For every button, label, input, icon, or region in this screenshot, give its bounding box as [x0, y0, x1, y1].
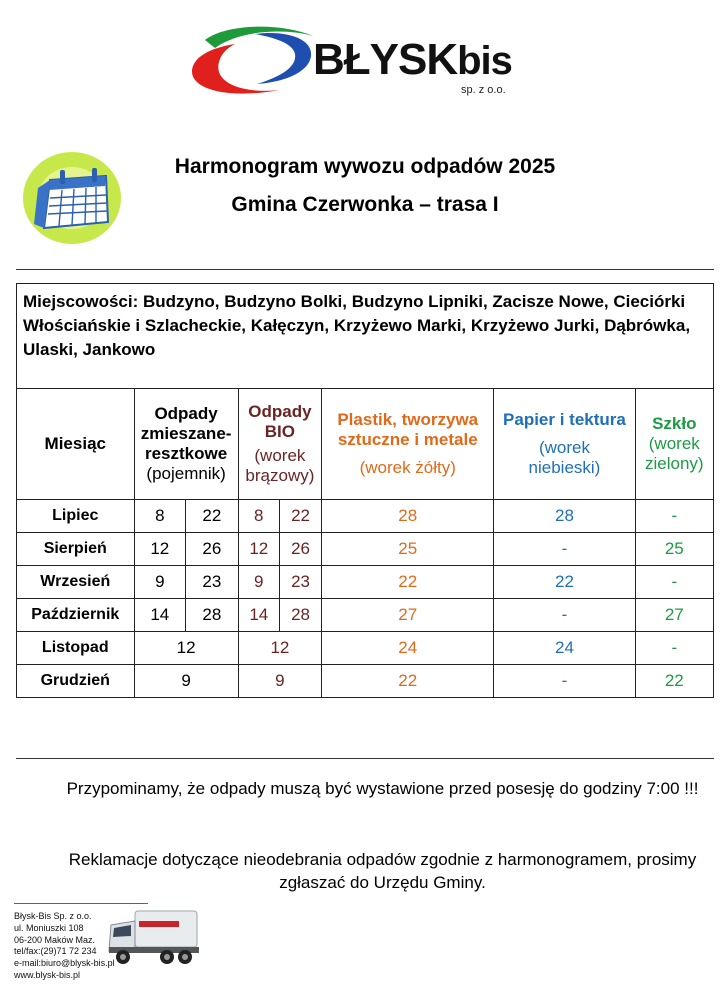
localities-list: Miejscowości: Budzyno, Budzyno Bolki, Budzyno Lipniki, Zacisze Nowe, Cieciórki Włościańskie i Szlacheckie, Kałęczyn, Krzyżewo Marki, Krzyżewo Jurki, Dąbrówka, Ulaski, Jankowo [17, 284, 714, 389]
paper-date-cell: - [494, 533, 635, 566]
mixed-date-cell: 23 [186, 566, 239, 599]
table-header-row [17, 389, 714, 500]
glass-date-cell: 25 [635, 533, 713, 566]
table-row [17, 500, 714, 533]
table-row [17, 566, 714, 599]
logo-subtitle: sp. z o.o. [461, 84, 506, 96]
bio-date-cell: 23 [279, 566, 321, 599]
month-cell: Grudzień [17, 665, 135, 698]
bio-date-cell: 22 [279, 500, 321, 533]
mixed-date-cell: 12 [134, 632, 238, 665]
plastic-date-cell: 28 [322, 500, 494, 533]
bio-date-cell: 28 [279, 599, 321, 632]
month-cell: Listopad [17, 632, 135, 665]
bio-date-cell: 26 [279, 533, 321, 566]
glass-date-cell: - [635, 500, 713, 533]
calendar-icon [20, 150, 122, 248]
plastic-date-cell: 25 [322, 533, 494, 566]
divider-top [16, 269, 714, 270]
month-cell: Wrzesień [17, 566, 135, 599]
header-glass: Szkło (worek zielony) [635, 389, 713, 500]
company-email: e-mail:biuro@blysk-bis.pl [14, 958, 115, 969]
table-row [17, 599, 714, 632]
header-mixed: Odpady zmieszane- resztkowe (pojemnik) [134, 389, 238, 500]
company-street: ul. Moniuszki 108 [14, 922, 84, 933]
complaints-note: Reklamacje dotyczące nieodebrania odpadów zgodnie z harmonogramem, prosimy zgłaszać do Urzędu Gminy. [68, 850, 697, 892]
mixed-date-cell: 9 [134, 665, 238, 698]
logo-wordmark: BŁYSKbis [313, 35, 512, 84]
logo-swoosh-icon [185, 18, 315, 100]
bio-date-cell: 14 [238, 599, 279, 632]
schedule-table [16, 283, 714, 698]
mixed-date-cell: 28 [186, 599, 239, 632]
plastic-date-cell: 24 [322, 632, 494, 665]
paper-date-cell: - [494, 665, 635, 698]
page-title: Harmonogram wywozu odpadów 2025 [174, 155, 556, 178]
page-subtitle: Gmina Czerwonka – trasa I [231, 193, 499, 216]
paper-date-cell: - [494, 599, 635, 632]
reminder-note: Przypominamy, że odpady muszą być wystawione przed posesję do godziny 7:00 !!! [66, 779, 699, 798]
bio-date-cell: 8 [238, 500, 279, 533]
mixed-date-cell: 26 [186, 533, 239, 566]
paper-date-cell: 22 [494, 566, 635, 599]
bio-date-cell: 12 [238, 533, 279, 566]
company-contact [14, 911, 115, 982]
table-row [17, 533, 714, 566]
company-phone: tel/fax:(29)71 72 234 [14, 946, 97, 957]
glass-date-cell: - [635, 566, 713, 599]
divider-bottom [16, 758, 714, 759]
glass-date-cell: 22 [635, 665, 713, 698]
mixed-date-cell: 9 [134, 566, 186, 599]
month-cell: Październik [17, 599, 135, 632]
garbage-truck-icon [105, 903, 205, 969]
mixed-date-cell: 8 [134, 500, 186, 533]
plastic-date-cell: 22 [322, 566, 494, 599]
header-plastic: Plastik, tworzywa sztuczne i metale (worek żółty) [322, 389, 494, 500]
header-paper: Papier i tektura (worek niebieski) [494, 389, 635, 500]
table-row [17, 632, 714, 665]
company-city: 06-200 Maków Maz. [14, 934, 96, 945]
header-month: Miesiąc [17, 389, 135, 500]
month-cell: Sierpień [17, 533, 135, 566]
glass-date-cell: - [635, 632, 713, 665]
month-cell: Lipiec [17, 500, 135, 533]
bio-date-cell: 9 [238, 665, 322, 698]
glass-date-cell: 27 [635, 599, 713, 632]
plastic-date-cell: 27 [322, 599, 494, 632]
paper-date-cell: 28 [494, 500, 635, 533]
company-logo [185, 18, 530, 100]
mixed-date-cell: 12 [134, 533, 186, 566]
plastic-date-cell: 22 [322, 665, 494, 698]
company-website: www.blysk-bis.pl [14, 969, 81, 980]
header-bio: Odpady BIO (worek brązowy) [238, 389, 322, 500]
mixed-date-cell: 22 [186, 500, 239, 533]
bio-date-cell: 9 [238, 566, 279, 599]
bio-date-cell: 12 [238, 632, 322, 665]
mixed-date-cell: 14 [134, 599, 186, 632]
table-row [17, 665, 714, 698]
paper-date-cell: 24 [494, 632, 635, 665]
company-name: Błysk-Bis Sp. z o.o. [14, 911, 92, 921]
